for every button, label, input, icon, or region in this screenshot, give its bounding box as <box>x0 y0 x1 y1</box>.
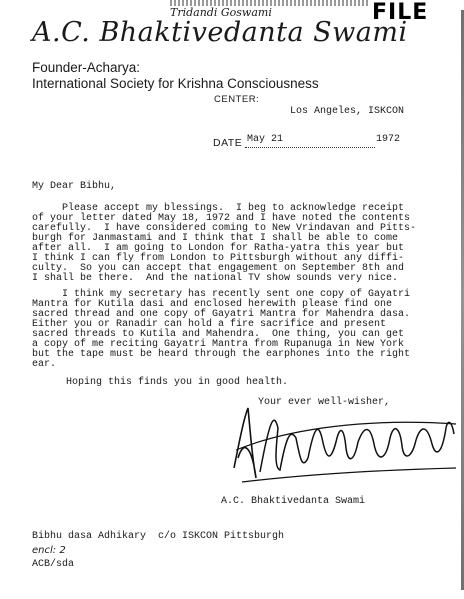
letterhead-society: International Society for Krishna Consciousness <box>32 76 319 91</box>
file-stamp: FILE <box>372 0 429 25</box>
letterhead-tridandi: Tridandi Goswami <box>170 6 272 19</box>
recipient-line: Bibhu dasa Adhikary c/o ISKCON Pittsburgh <box>32 531 285 542</box>
paragraph-line: I think I can fly from London to Pittsburgh without any diffi- <box>32 253 405 264</box>
paragraph-line: Either you or Ranadir can hold a fire sacrifice and present <box>32 319 387 330</box>
date-dotted-line <box>245 146 375 148</box>
date-day: May 21 <box>247 134 284 145</box>
paragraph-line: a copy of me reciting Gayatri Mantra from Rupanuga in New York <box>32 339 405 350</box>
paragraph-line: carefully. I have considered coming to New Vrindavan and Pitts- <box>32 223 417 234</box>
paragraph-line: but the tape must be heard through the earphones into the right <box>32 349 411 360</box>
signature-block <box>230 398 460 484</box>
paragraph-line: sacred thread and one copy of Gayatri Mantra for Mahendra dasa. <box>32 309 411 320</box>
paragraph-line: of your letter dated May 18, 1972 and I have noted the contents <box>32 213 411 224</box>
paragraph-line: Mantra for Kutila dasi and enclosed herewith please find one <box>32 299 393 310</box>
enclosure-note: encl: 2 <box>32 545 66 556</box>
paragraph-line: I shall be there. And the national TV show sounds very nice. <box>32 273 399 284</box>
center-value: Los Angeles, ISKCON <box>290 106 405 117</box>
paragraph-line: sacred threads to Kutila and Mahendra. One thing, you can get <box>32 329 405 340</box>
date-label: DATE <box>213 137 243 149</box>
paragraph-line: ear. <box>32 359 57 370</box>
center-label: CENTER: <box>214 94 260 105</box>
paragraph-line: burgh for Janmastami and I think that I shall be able to come <box>32 233 399 244</box>
paragraph-line: after all. I am going to London for Ratha-yatra this year but <box>32 243 405 254</box>
handwritten-signature <box>230 398 460 484</box>
paragraph-line: culty. So you can accept that engagement on September 8th and <box>32 263 405 274</box>
valediction: Your ever well-wisher, <box>258 397 391 408</box>
typist-initials: ACB/sda <box>32 559 75 570</box>
closing-line: Hoping this finds you in good health. <box>66 377 289 388</box>
paragraph-line: I think my secretary has recently sent one copy of Gayatri <box>32 289 411 300</box>
letterhead-founder: Founder-Acharya: <box>32 60 141 75</box>
letterhead-name: A.C. Bhaktivedanta Swami <box>32 17 408 48</box>
paragraph-1 <box>32 204 452 284</box>
signature-typed-name: A.C. Bhaktivedanta Swami <box>221 496 366 507</box>
paragraph-line: Please accept my blessings. I beg to acknowledge receipt <box>32 203 405 214</box>
salutation: My Dear Bibhu, <box>32 181 117 192</box>
paragraph-2 <box>32 290 452 370</box>
date-year: 1972 <box>376 134 401 145</box>
